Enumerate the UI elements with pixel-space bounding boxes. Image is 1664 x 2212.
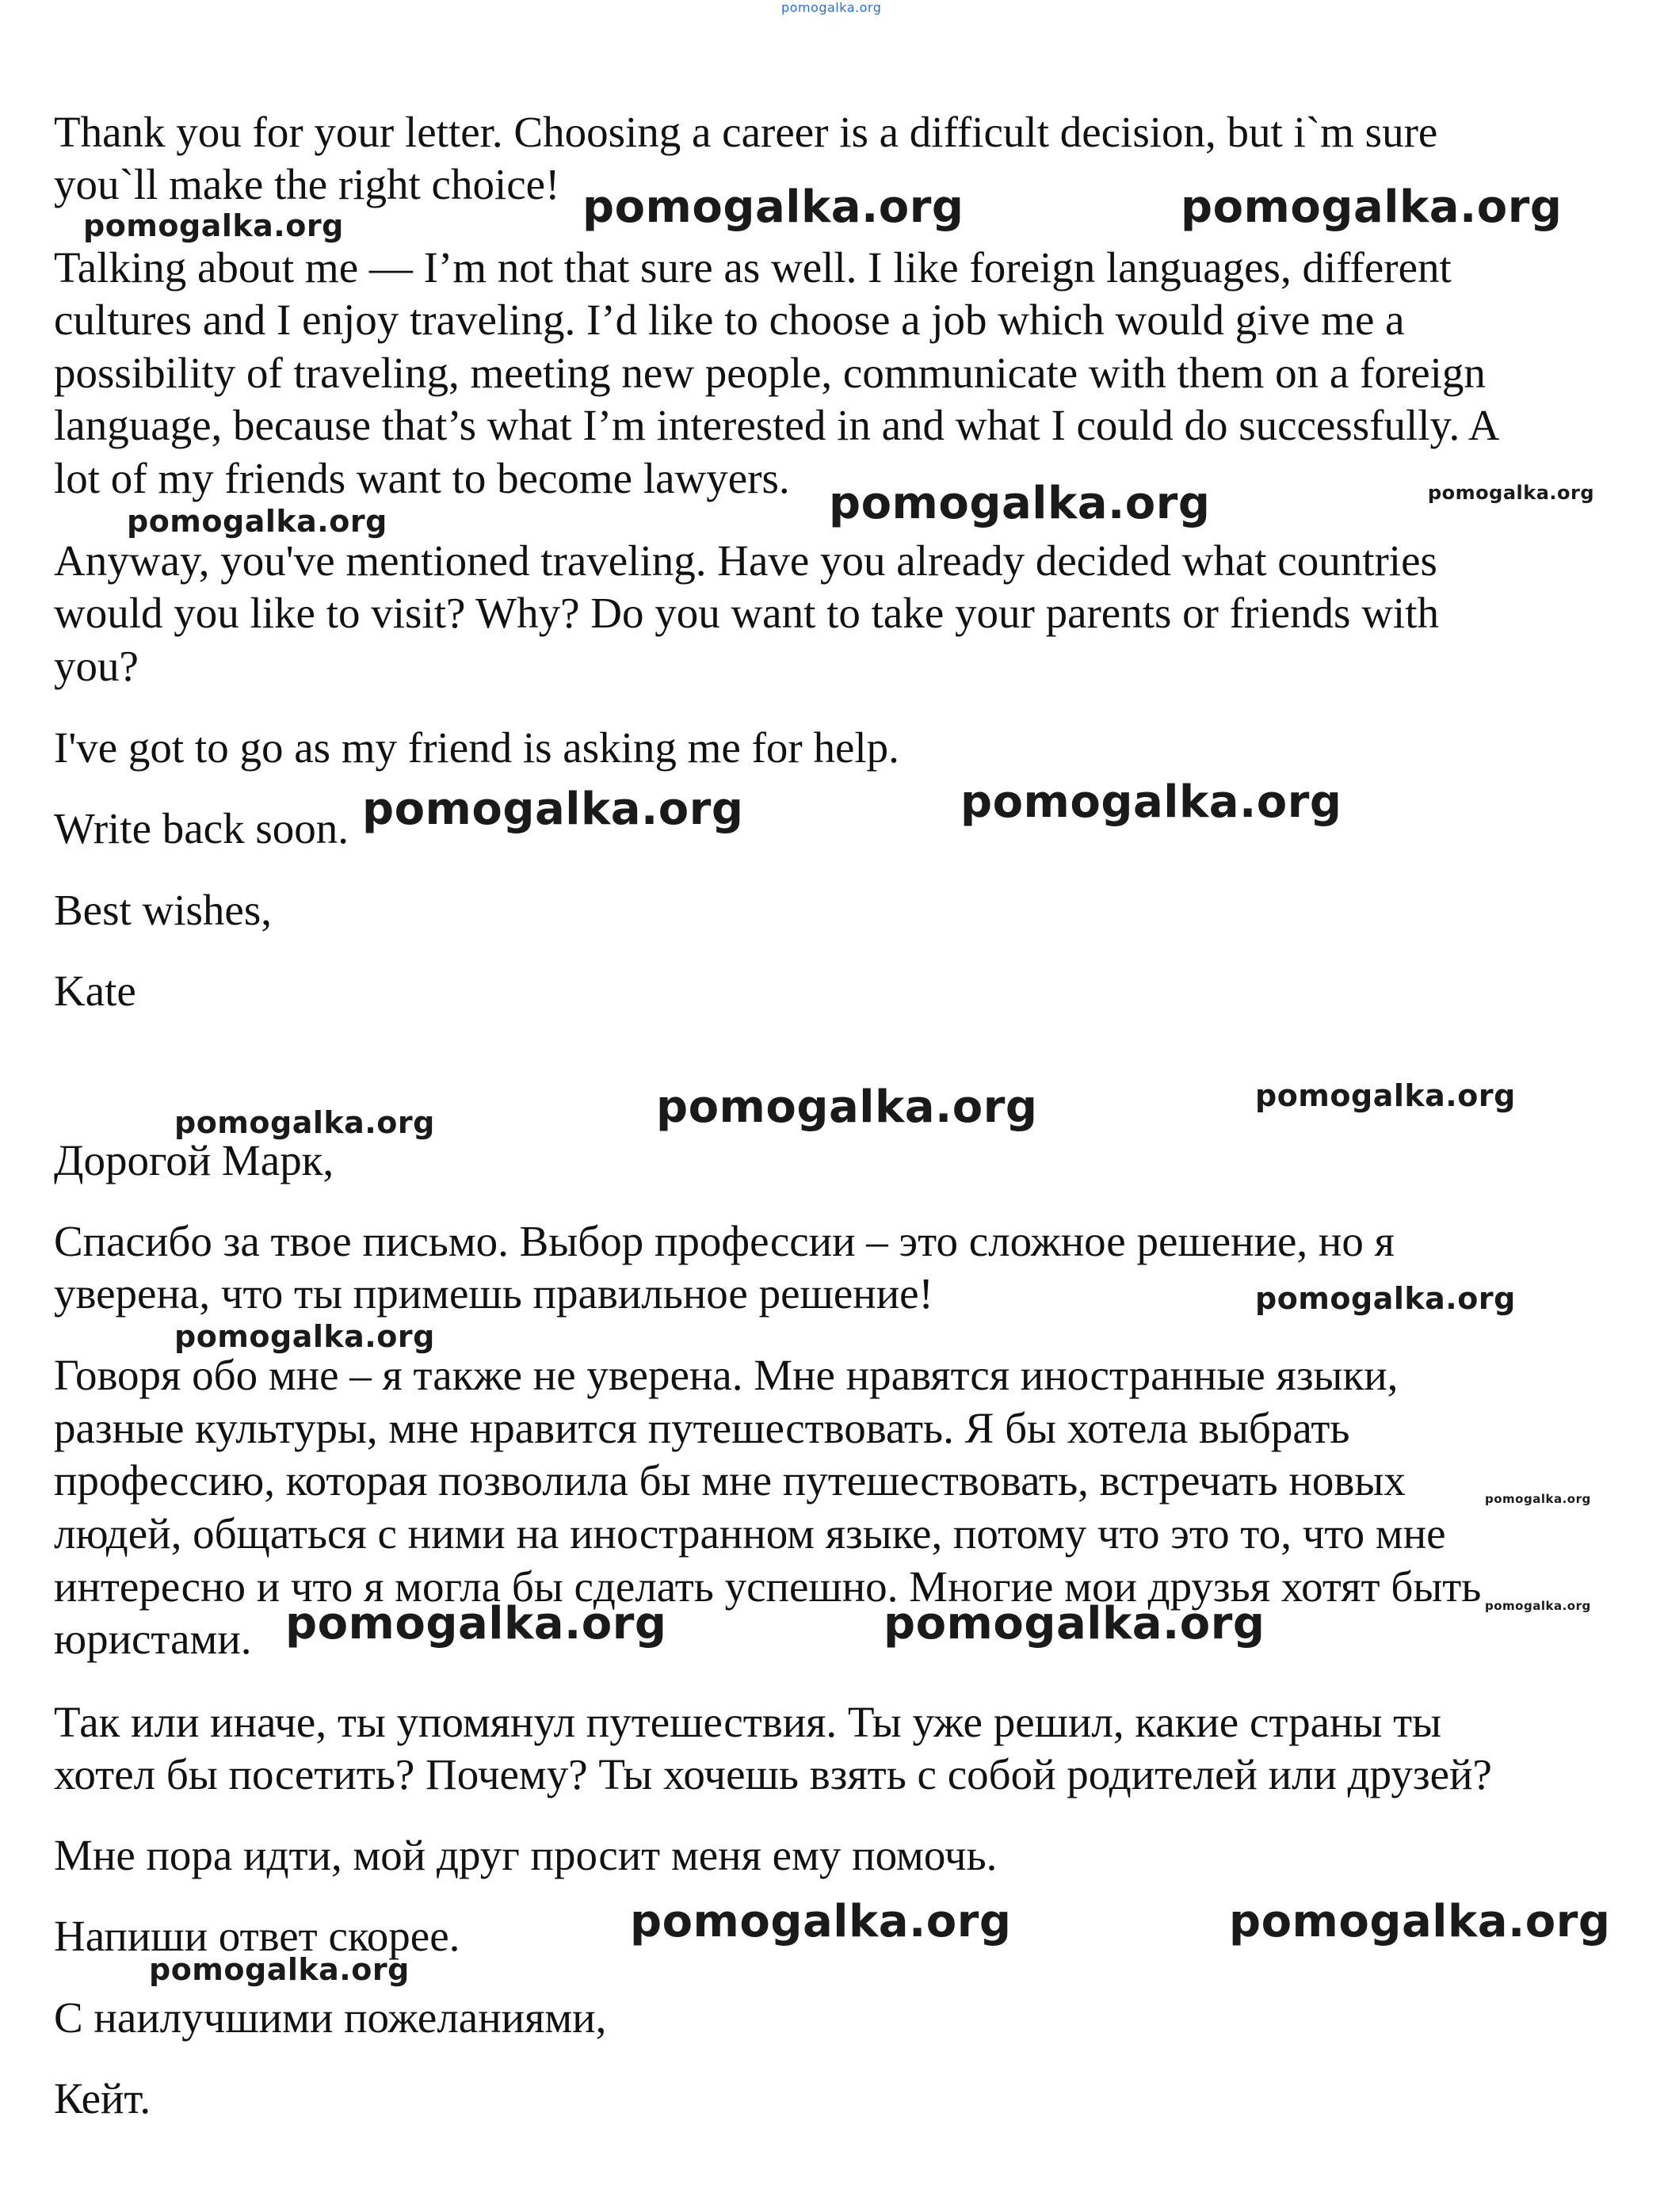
english-p2-line3: possibility of traveling, meeting new people, communicate with them on a foreign [54, 349, 1486, 397]
russian-p2-line1: Говоря обо мне – я также не уверена. Мне нравятся иностранные языки, [54, 1351, 1399, 1399]
russian-p5: Напиши ответ скорее. [54, 1912, 460, 1960]
watermark: pomogalka.org [1485, 1599, 1591, 1613]
watermark: pomogalka.org [1485, 1492, 1591, 1506]
english-closing: Best wishes, [54, 886, 272, 934]
russian-p1-line2: уверена, что ты примешь правильное решение! [54, 1269, 933, 1318]
watermark: pomogalka.org [656, 1081, 1038, 1133]
russian-p2-line5: интересно и что я могла бы сделать успешно. Многие мои друзья хотят быть [54, 1562, 1482, 1611]
english-p2-line5: lot of my friends want to become lawyers. [54, 454, 790, 502]
english-p1-line2: you`ll make the right choice! [54, 160, 560, 208]
russian-greeting: Дорогой Марк, [54, 1136, 334, 1184]
watermark: pomogalka.org [1181, 181, 1563, 233]
russian-p4: Мне пора идти, мой друг просит меня ему помочь. [54, 1831, 998, 1879]
watermark-top: pomogalka.org [781, 0, 882, 15]
russian-p2-line6: юристами. [54, 1615, 252, 1663]
russian-closing: С наилучшими пожеланиями, [54, 1993, 607, 2042]
english-p3-line1: Anyway, you've mentioned traveling. Have you already decided what countries [54, 536, 1437, 585]
english-p5: Write back soon. [54, 804, 349, 852]
russian-p2-line2: разные культуры, мне нравится путешествовать. Я бы хотела выбрать [54, 1404, 1350, 1452]
watermark: pomogalka.org [960, 776, 1342, 828]
watermark: pomogalka.org [83, 208, 344, 243]
watermark: pomogalka.org [174, 1105, 435, 1140]
english-p2-line2: cultures and I enjoy traveling. I’d like to choose a job which would give me a [54, 296, 1405, 344]
english-p2-line4: language, because that’s what I’m interested in and what I could do successfully. A [54, 401, 1500, 449]
english-signature: Kate [54, 967, 136, 1015]
watermark: pomogalka.org [884, 1598, 1265, 1649]
watermark: pomogalka.org [1255, 1281, 1516, 1316]
watermark: pomogalka.org [630, 1896, 1012, 1947]
watermark: pomogalka.org [285, 1598, 667, 1649]
watermark: pomogalka.org [149, 1952, 410, 1987]
russian-p2-line4: людей, общаться с ними на иностранном языке, потому что это то, что мне [54, 1509, 1446, 1558]
watermark: pomogalka.org [1229, 1896, 1611, 1947]
watermark: pomogalka.org [1255, 1078, 1516, 1113]
watermark: pomogalka.org [127, 504, 387, 539]
english-p2-line1: Talking about me — I’m not that sure as well. I like foreign languages, different [54, 243, 1452, 292]
russian-p2-line3: профессию, которая позволила бы мне путешествовать, встречать новых [54, 1456, 1406, 1505]
english-p3-line3: you? [54, 642, 139, 690]
english-p3-line2: would you like to visit? Why? Do you want to take your parents or friends with [54, 589, 1439, 637]
russian-signature: Кейт. [54, 2074, 151, 2122]
russian-p3-line2: хотел бы посетить? Почему? Ты хочешь взять с собой родителей или друзей? [54, 1750, 1492, 1798]
russian-p1-line1: Спасибо за твое письмо. Выбор профессии – это сложное решение, но я [54, 1217, 1395, 1265]
watermark: pomogalka.org [582, 181, 964, 233]
english-p4: I've got to go as my friend is asking me for help. [54, 723, 899, 772]
watermark: pomogalka.org [1428, 482, 1595, 504]
russian-p3-line1: Так или иначе, ты упомянул путешествия. Ты уже решил, какие страны ты [54, 1698, 1442, 1746]
english-p1-line1: Thank you for your letter. Choosing a career is a difficult decision, but i`m sure [54, 108, 1438, 156]
watermark: pomogalka.org [829, 478, 1211, 529]
watermark: pomogalka.org [362, 784, 744, 835]
watermark: pomogalka.org [174, 1319, 435, 1354]
